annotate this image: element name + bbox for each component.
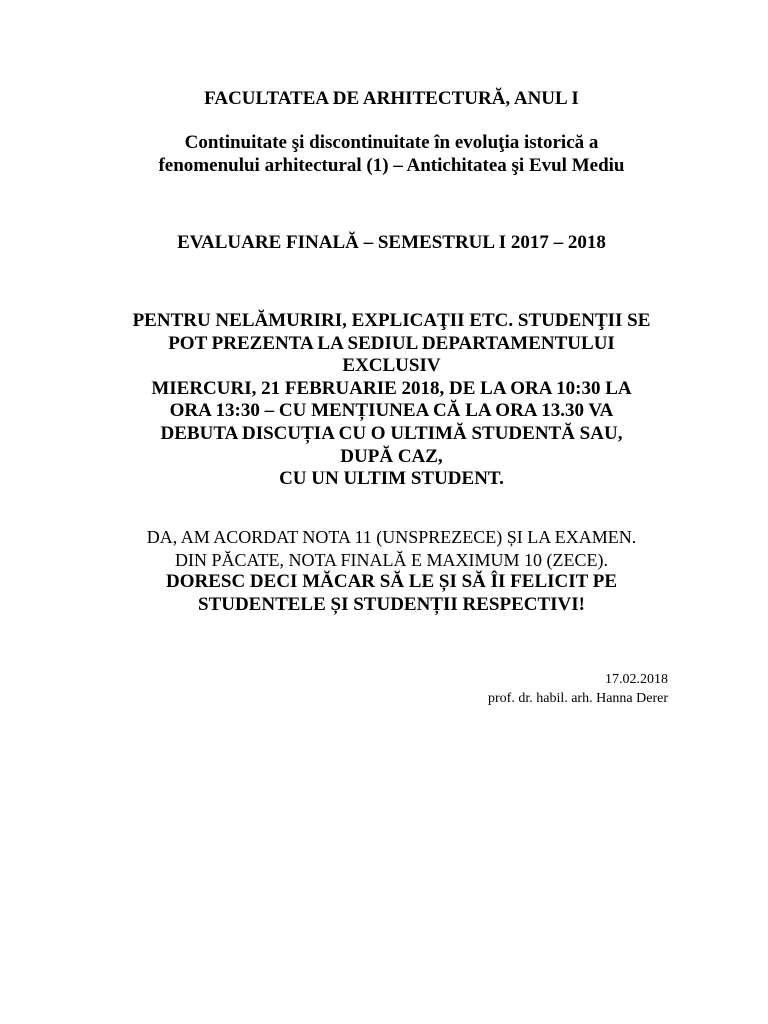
evaluation-title: EVALUARE FINALĂ – SEMESTRUL I 2017 – 2018 — [177, 232, 606, 253]
notice-line: MIERCURI, 21 FEBRUARIE 2018, DE LA ORA 10:30 LA — [151, 377, 632, 399]
faculty-heading — [60, 88, 723, 110]
consultation-notice — [60, 310, 723, 491]
notice-line: PENTRU NELĂMURIRI, EXPLICAŢII ETC. STUDENŢII SE — [132, 310, 651, 331]
signature-author: prof. dr. habil. arh. Hanna Derer — [488, 691, 668, 706]
congratulation-line: STUDENTELE ȘI STUDENȚII RESPECTIVI! — [198, 593, 585, 615]
course-title — [60, 131, 723, 177]
notice-line: CU UN ULTIM STUDENT. — [279, 468, 504, 490]
course-title-line-2: fenomenului arhitectural (1) – Antichitatea şi Evul Mediu — [158, 155, 625, 176]
signature-date: 17.02.2018 — [605, 672, 668, 687]
faculty-title: FACULTATEA DE ARHITECTURĂ, ANUL I — [204, 88, 579, 109]
congratulation-line: DORESC DECI MĂCAR SĂ LE ȘI SĂ ÎI FELICIT PE — [166, 571, 617, 593]
course-title-line-1: Continuitate şi discontinuitate în evoluţia istorică a — [184, 132, 599, 153]
evaluation-heading — [60, 232, 723, 254]
notice-line: POT PREZENTA LA SEDIUL DEPARTAMENTULUI — [168, 332, 615, 354]
notice-line: DEBUTA DISCUȚIA CU O ULTIMĂ STUDENTĂ SAU, — [160, 422, 623, 444]
grade-note-line: DIN PĂCATE, NOTA FINALĂ E MAXIMUM 10 (ZECE). — [174, 549, 609, 570]
notice-line: ORA 13:30 – CU MENȚIUNEA CĂ LA ORA 13.30 VA — [169, 400, 614, 422]
grade-note-line: DA, AM ACORDAT NOTA 11 (UNSPREZECE) ȘI LA EXAMEN. — [146, 527, 637, 547]
grade-note — [60, 526, 723, 616]
notice-line: EXCLUSIV — [342, 355, 441, 377]
notice-line: DUPĂ CAZ, — [340, 445, 443, 467]
